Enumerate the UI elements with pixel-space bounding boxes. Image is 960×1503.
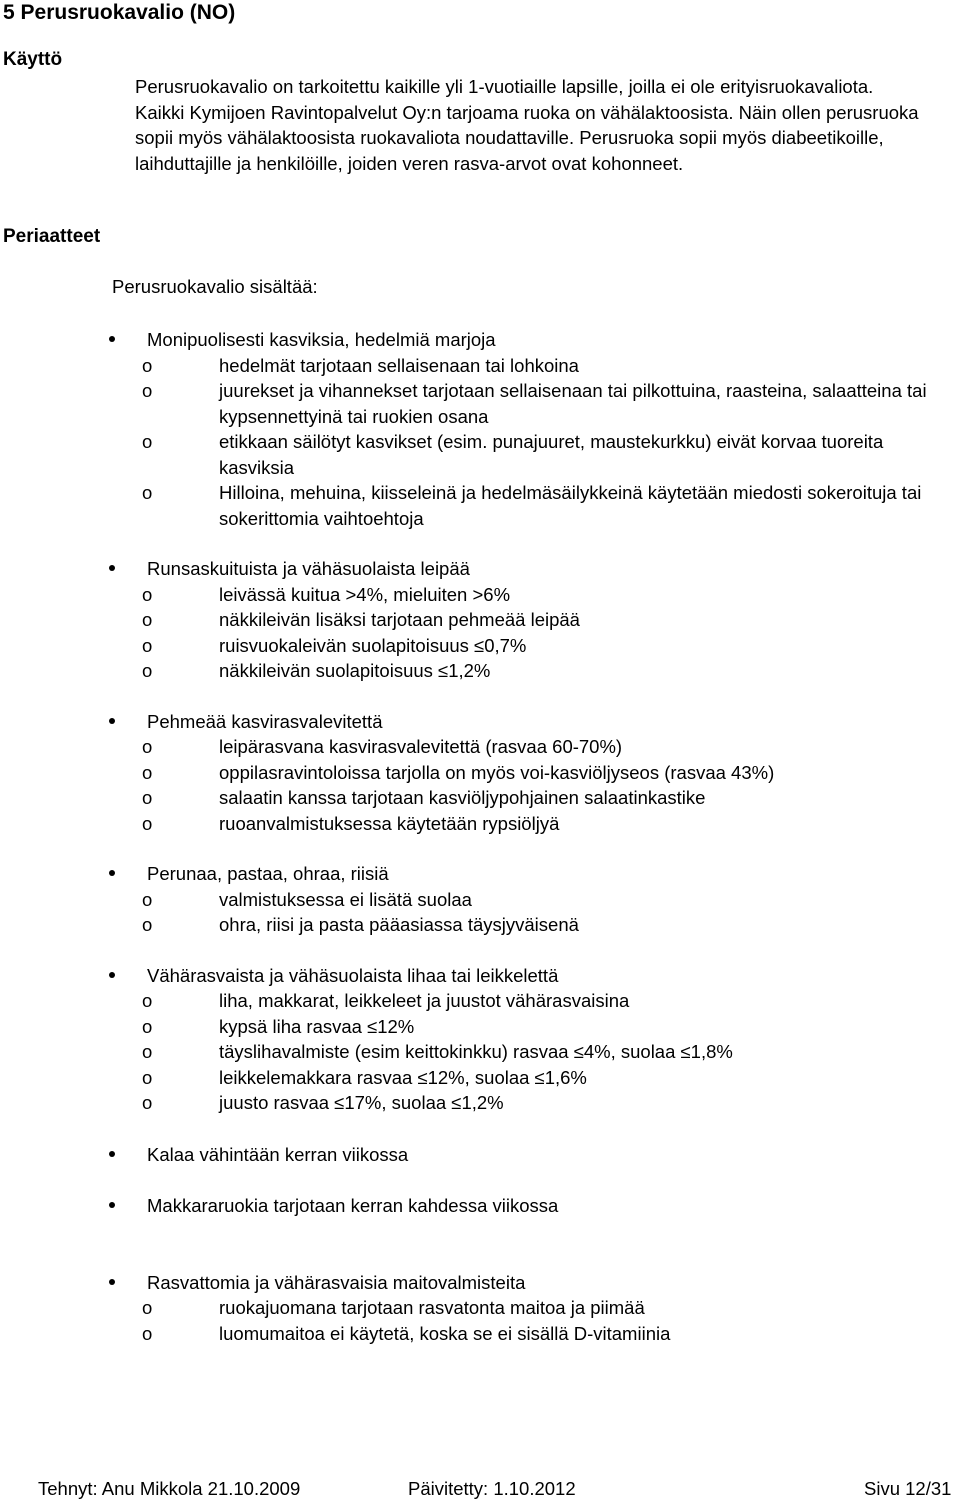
bullet-icon xyxy=(109,1202,115,1208)
sub-bullet-icon: o xyxy=(142,736,153,757)
list-group-label: Kalaa vähintään kerran viikossa xyxy=(147,1143,409,1165)
list-group-label: Monipuolisesti kasviksia, hedelmiä marjoja xyxy=(147,329,496,350)
list-group-label: Runsaskuituista ja vähäsuolaista leipää xyxy=(147,558,470,579)
usage-heading: Käyttö xyxy=(3,49,63,70)
list-group xyxy=(107,327,947,531)
list-item-text: luomumaitoa ei käytetä, koska se ei sisällä D-vitamiinia xyxy=(219,1322,671,1344)
list-item-text: ohra, riisi ja pasta pääasiassa täysjyväisenä xyxy=(219,914,579,935)
sub-bullet-icon: o xyxy=(142,1092,153,1113)
contents-list xyxy=(107,327,947,1346)
sub-bullet-icon: o xyxy=(142,634,153,656)
list-item-text: kypsä liha rasvaa ≤12% xyxy=(219,1015,415,1037)
list-group-label: Pehmeää kasvirasvalevitettä xyxy=(147,710,383,732)
list-item xyxy=(107,429,947,480)
sub-bullet-icon: o xyxy=(142,1322,153,1344)
list-item-text: hedelmät tarjotaan sellaisenaan tai lohkoina xyxy=(219,354,579,376)
list-item-text: ruoanvalmistuksessa käytetään rypsiöljyä xyxy=(219,812,560,834)
list-group xyxy=(107,1270,947,1347)
footer-updated: Päivitetty: 1.10.2012 xyxy=(408,1478,576,1499)
list-group-label: Vähärasvaista ja vähäsuolaista lihaa tai leikkelettä xyxy=(147,964,559,986)
sub-bullet-icon: o xyxy=(142,787,153,808)
sub-bullet-icon: o xyxy=(142,482,153,503)
principles-heading: Periaatteet xyxy=(3,226,101,247)
list-item-text: leikkelemakkara rasvaa ≤12%, suolaa ≤1,6% xyxy=(219,1066,587,1088)
list-item xyxy=(107,887,947,913)
list-item-text: ruisvuokaleivän suolapitoisuus ≤0,7% xyxy=(219,634,527,656)
contents-intro: Perusruokavalio sisältää: xyxy=(112,276,318,297)
list-item xyxy=(107,1065,947,1091)
list-group-label: Rasvattomia ja vähärasvaisia maitovalmisteita xyxy=(147,1271,526,1293)
list-group-label: Perunaa, pastaa, ohraa, riisiä xyxy=(147,863,389,884)
list-item xyxy=(107,811,947,837)
list-item xyxy=(107,760,947,786)
list-item xyxy=(107,1090,947,1116)
list-item-text: oppilasravintoloissa tarjolla on myös voi-kasviöljyseos (rasvaa 43%) xyxy=(219,761,775,783)
list-item xyxy=(107,633,947,659)
list-item-text: leivässä kuitua >4%, mieluiten >6% xyxy=(219,583,511,605)
sub-bullet-icon: o xyxy=(142,354,153,376)
bullet-icon xyxy=(109,336,115,342)
list-item xyxy=(107,734,947,760)
list-item xyxy=(107,480,947,531)
bullet-icon xyxy=(109,1151,115,1157)
sub-bullet-icon: o xyxy=(142,609,153,630)
bullet-icon xyxy=(109,565,115,571)
sub-bullet-icon: o xyxy=(142,990,153,1011)
page-title: 5 Perusruokavalio (NO) xyxy=(3,1,236,24)
usage-paragraph: Perusruokavalio on tarkoitettu kaikille yli 1-vuotiaille lapsille, joilla ei ole erityisruokavaliota. Kaikki Kymijoen Ravintopalvelut Oy:n tarjoama ruoka on vähälaktoosista. Näin ollen perusruoka sopii myös vähälaktoosista ruokavaliota noudattaville. Perusruoka sopii myös diabeetikoille, laihduttajille ja henkilöille, joiden veren rasva-arvot ovat kohonneet. xyxy=(135,76,919,174)
list-item xyxy=(107,785,947,811)
list-item xyxy=(107,1295,947,1321)
bullet-icon xyxy=(109,718,115,724)
list-item-text: ruokajuomana tarjotaan rasvatonta maitoa ja piimää xyxy=(219,1297,645,1318)
sub-bullet-icon: o xyxy=(142,914,153,935)
list-item-text: Hilloina, mehuina, kiisseleinä ja hedelmäsäilykkeinä käytetään miedosti sokeroituja tai sokerittomia vaihtoehtoja xyxy=(219,482,922,529)
list-item xyxy=(107,658,947,684)
sub-bullet-icon: o xyxy=(142,761,153,783)
list-item-text: etikkaan säilötyt kasvikset (esim. punajuuret, maustekurkku) eivät korvaa tuoreita kasviksia xyxy=(219,431,884,478)
sub-bullet-icon: o xyxy=(142,1015,153,1037)
list-item xyxy=(107,988,947,1014)
list-item xyxy=(107,1321,947,1347)
list-item xyxy=(107,607,947,633)
list-item xyxy=(107,1039,947,1065)
sub-bullet-icon: o xyxy=(142,1041,153,1062)
list-item xyxy=(107,912,947,938)
sub-bullet-icon: o xyxy=(142,812,153,834)
list-item xyxy=(107,353,947,379)
bullet-icon xyxy=(109,1279,115,1285)
list-item-text: täyslihavalmiste (esim keittokinkku) rasvaa ≤4%, suolaa ≤1,8% xyxy=(219,1041,733,1062)
list-group xyxy=(107,963,947,1116)
sub-bullet-icon: o xyxy=(142,660,153,681)
sub-bullet-icon: o xyxy=(142,431,153,452)
sub-bullet-icon: o xyxy=(142,888,153,910)
list-item-text: näkkileivän lisäksi tarjotaan pehmeää leipää xyxy=(219,609,580,630)
list-item-text: juusto rasvaa ≤17%, suolaa ≤1,2% xyxy=(219,1092,504,1113)
list-item-text: valmistuksessa ei lisätä suolaa xyxy=(219,888,472,910)
list-group xyxy=(107,1142,947,1168)
list-item-text: leipärasvana kasvirasvalevitettä (rasvaa 60-70%) xyxy=(219,736,623,757)
sub-bullet-icon: o xyxy=(142,1297,153,1318)
list-item xyxy=(107,378,947,429)
footer-page-number: Sivu 12/31 xyxy=(864,1478,952,1499)
list-group xyxy=(107,861,947,938)
sub-bullet-icon: o xyxy=(142,583,153,605)
list-group-label: Makkararuokia tarjotaan kerran kahdessa viikossa xyxy=(147,1195,559,1216)
bullet-icon xyxy=(109,870,115,876)
sub-bullet-icon: o xyxy=(142,1066,153,1088)
list-item-text: näkkileivän suolapitoisuus ≤1,2% xyxy=(219,660,491,681)
list-item xyxy=(107,1014,947,1040)
list-item-text: liha, makkarat, leikkeleet ja juustot vähärasvaisina xyxy=(219,990,630,1011)
list-group xyxy=(107,556,947,684)
list-item-text: salaatin kanssa tarjotaan kasviöljypohjainen salaatinkastike xyxy=(219,787,706,808)
list-item-text: juurekset ja vihannekset tarjotaan sellaisenaan tai pilkottuina, raasteina, salaatteina tai kypsennettyinä tai ruokien osana xyxy=(219,380,927,427)
list-item xyxy=(107,582,947,608)
sub-bullet-icon: o xyxy=(142,380,153,401)
footer-author: Tehnyt: Anu Mikkola 21.10.2009 xyxy=(38,1478,301,1499)
bullet-icon xyxy=(109,972,115,978)
list-group xyxy=(107,709,947,837)
list-group xyxy=(107,1193,947,1219)
